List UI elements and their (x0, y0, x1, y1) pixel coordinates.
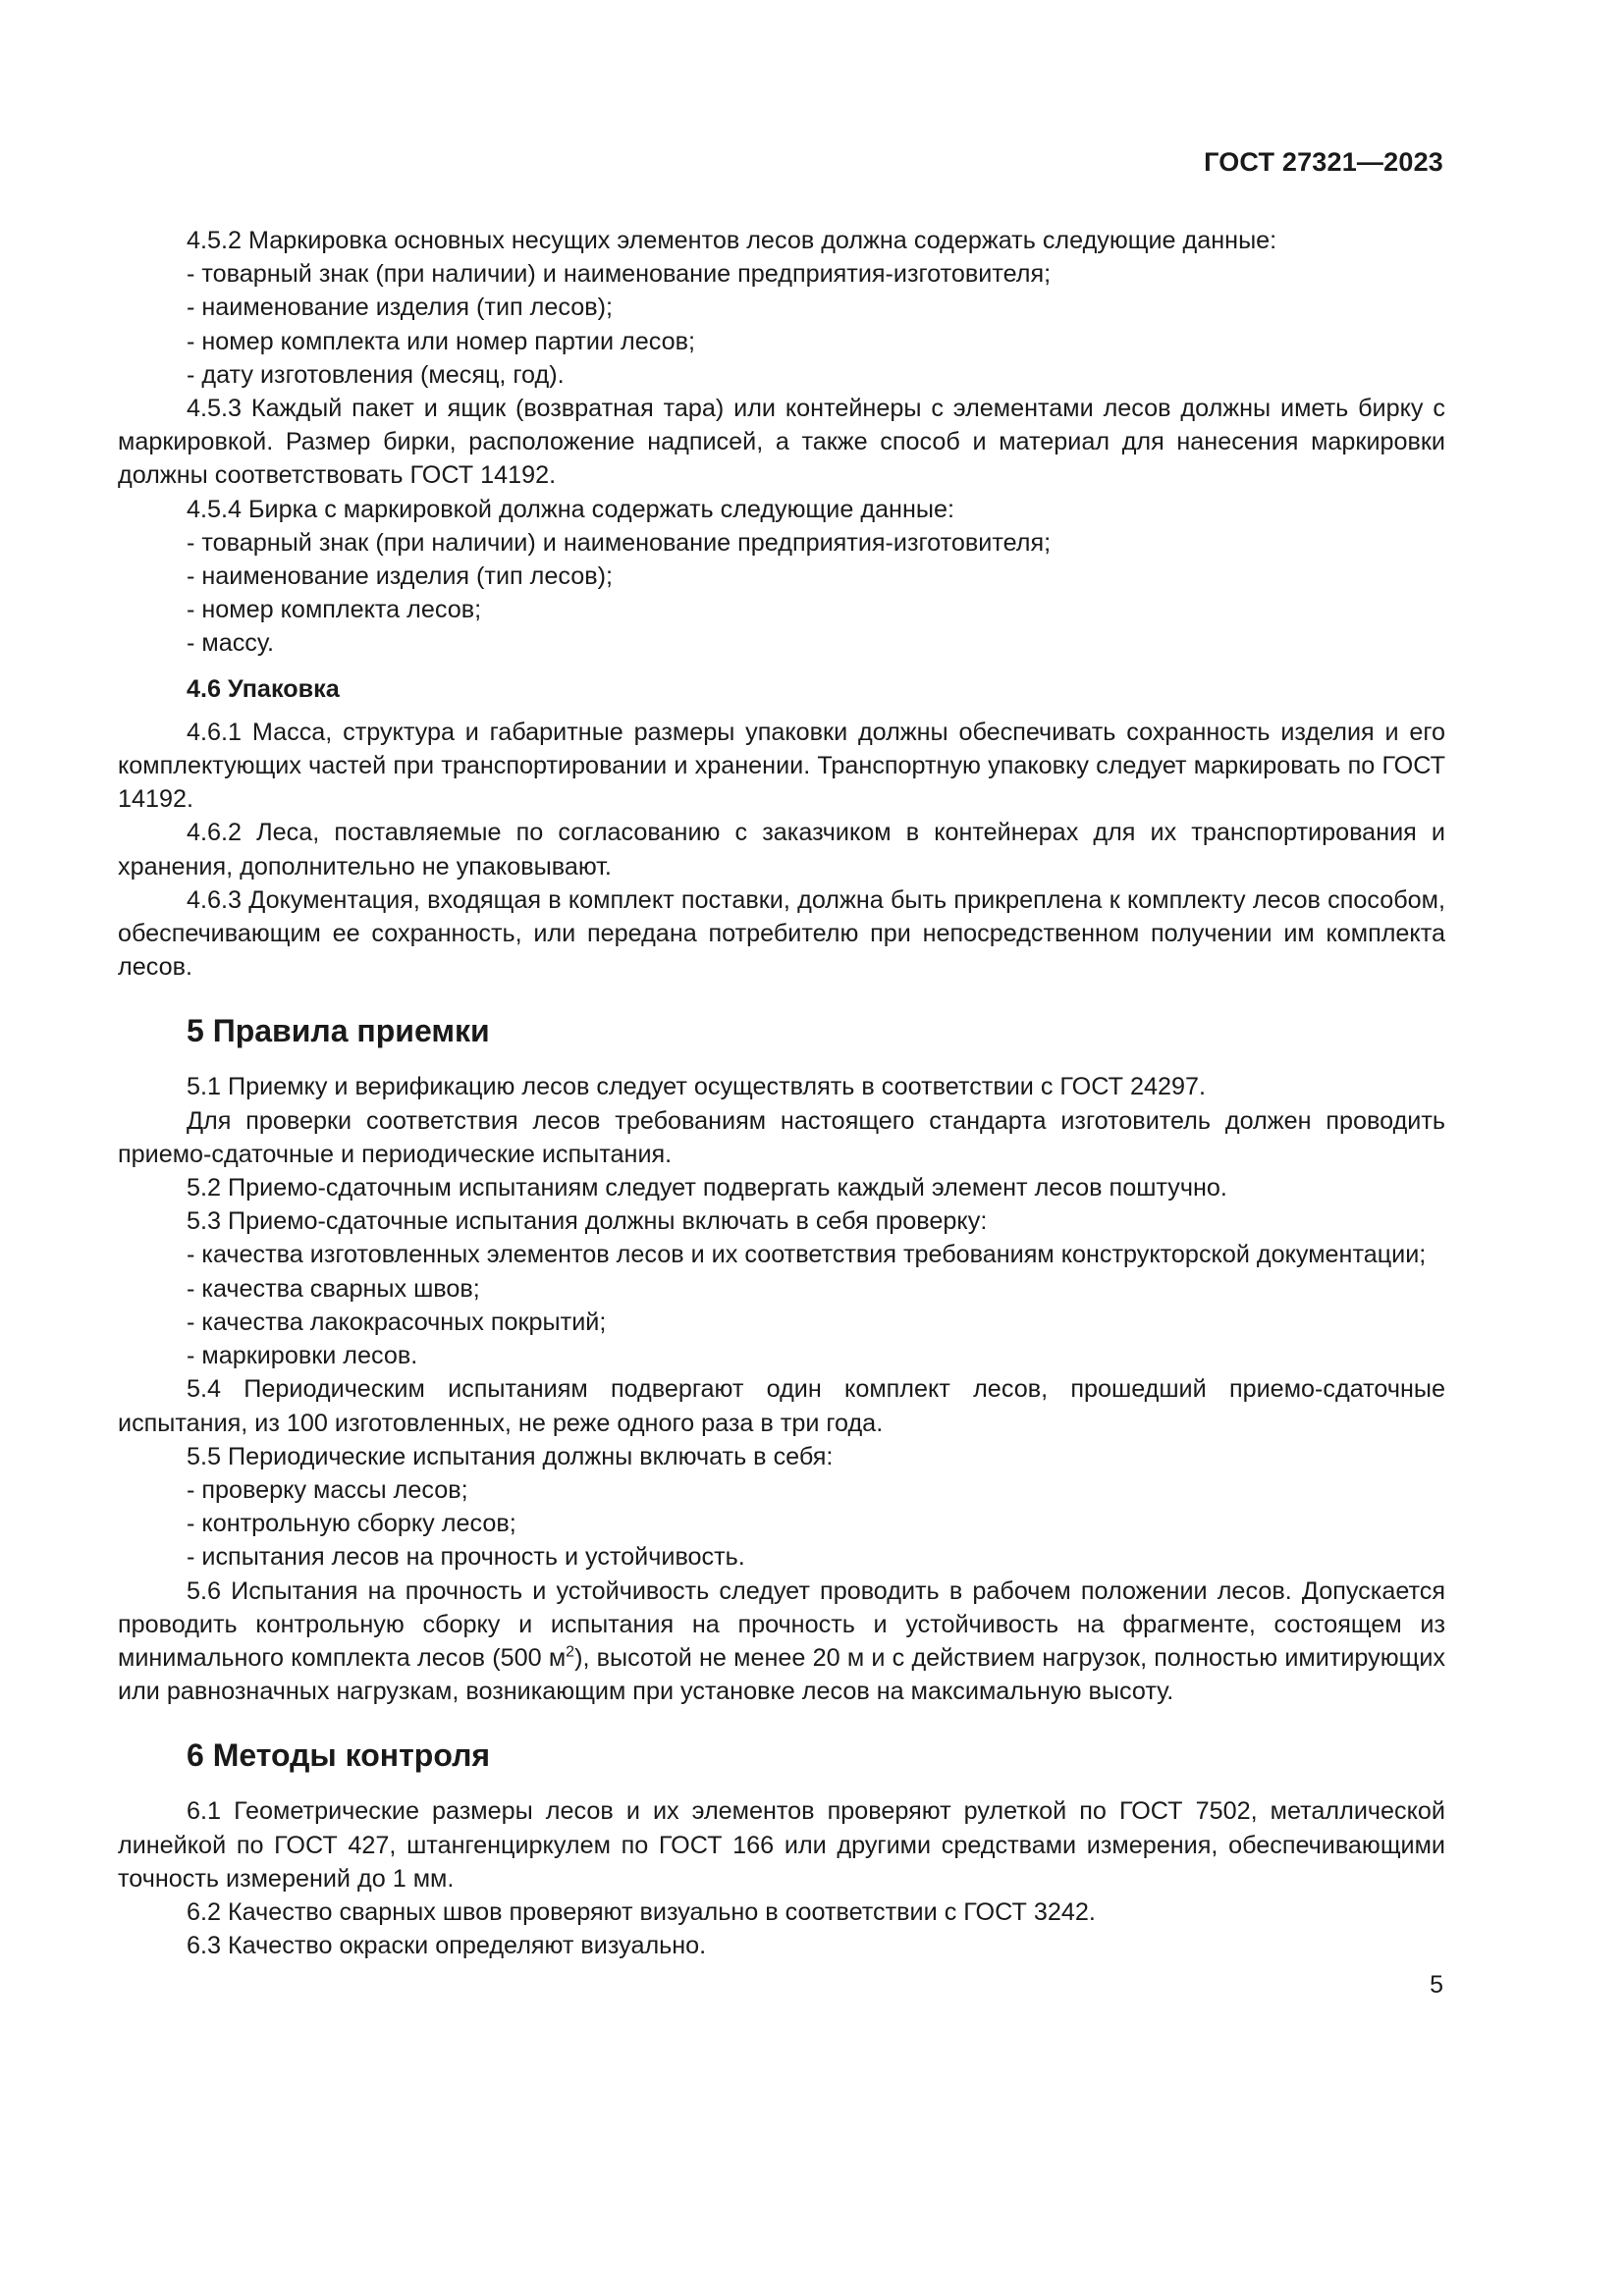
clause-4-5-2: 4.5.2 Маркировка основных несущих элементов лесов должна содержать следующие данные: (187, 227, 1277, 254)
clause-5-1: 5.1 Приемку и верификацию лесов следует осуществлять в соответствии с ГОСТ 24297. (187, 1073, 1207, 1101)
clause-5-4: 5.4 Периодическим испытаниям подвергают один комплект лесов, прошедший приемо-сдаточные испытания, из 100 изготовленных, не реже одного раза в три года. (118, 1375, 1445, 1437)
list-item: - качества лакокрасочных покрытий; (187, 1308, 607, 1336)
superscript: 2 (566, 1643, 575, 1661)
clause-6-1: 6.1 Геометрические размеры лесов и их элементов проверяют рулеткой по ГОСТ 7502, металлической линейкой по ГОСТ 427, штангенциркулем по ГОСТ 166 или другими средствами измерения, обеспечивающими точность измерений до 1 мм. (118, 1797, 1445, 1893)
list-item: - товарный знак (при наличии) и наименование предприятия-изготовителя; (187, 528, 1052, 557)
list-item: - товарный знак (при наличии) и наименование предприятия-изготовителя; (187, 260, 1052, 289)
clause-5-2: 5.2 Приемо-сдаточным испытаниям следует подвергать каждый элемент лесов поштучно. (187, 1174, 1227, 1202)
clause-4-6-1: 4.6.1 Масса, структура и габаритные размеры упаковки должны обеспечивать сохранность изделия и его комплектующих частей при транспортировании и хранении. Транспортную упаковку следует маркировать по ГОСТ 14192. (118, 718, 1445, 814)
section-heading-5: 5 Правила приемки (187, 1013, 490, 1049)
clause-6-3: 6.3 Качество окраски определяют визуально. (187, 1932, 707, 1960)
clause-5-3: 5.3 Приемо-сдаточные испытания должны включать в себя проверку: (187, 1207, 988, 1236)
section-heading-6: 6 Методы контроля (187, 1737, 491, 1774)
clause-5-6-text-start: 5.6 Испытания на прочность и устойчивость следует проводить в рабочем положении лесов. Допускается проводить контрольную сборку и испытания на прочность и устойчивость на фрагменте, состоящем из минимального комплекта лесов (500 м (118, 1576, 1445, 1672)
clause-6-2: 6.2 Качество сварных швов проверяют визуально в соответствии с ГОСТ 3242. (187, 1897, 1096, 1926)
document-body (118, 224, 1445, 1962)
clause-4-6-2: 4.6.2 Леса, поставляемые по согласованию с заказчиком в контейнерах для их транспортирования и хранения, дополнительно не упаковывают. (118, 819, 1445, 881)
list-item: - испытания лесов на прочность и устойчивость. (187, 1543, 745, 1572)
clause-5-5: 5.5 Периодические испытания должны включать в себя: (187, 1442, 834, 1470)
clause-4-6-3: 4.6.3 Документация, входящая в комплект поставки, должна быть прикреплена к комплекту лесов способом, обеспечивающим ее сохранность, или передана потребителю при непосредственном получении им комплекта лесов. (118, 885, 1445, 982)
list-item: - дату изготовления (месяц, год). (187, 360, 565, 389)
clause-4-5-3: 4.5.3 Каждый пакет и ящик (возвратная тара) или контейнеры с элементами лесов должны иметь бирку с маркировкой. Размер бирки, расположение надписей, а также способ и материал для нанесения маркировки должны соответствовать ГОСТ 14192. (118, 395, 1445, 490)
list-item: - качества изготовленных элементов лесов и их соответствия требованиям конструкторской документации; (187, 1241, 1427, 1269)
list-item: - маркировки лесов. (187, 1342, 418, 1370)
clause-4-5-4: 4.5.4 Бирка с маркировкой должна содержать следующие данные: (187, 495, 954, 523)
list-item: - номер комплекта лесов; (187, 596, 482, 624)
list-item: - наименование изделия (тип лесов); (187, 294, 614, 322)
page-number: 5 (1430, 1971, 1443, 1999)
clause-5-6-text-end: ), высотой не менее 20 м и с действием нагрузок, полностью имитирующих или равнозначных нагрузкам, возникающим при установке лесов на максимальную высоту. (118, 1643, 1445, 1706)
list-item: - проверку массы лесов; (187, 1475, 468, 1504)
list-item: - массу. (187, 629, 274, 658)
list-item: - номер комплекта или номер партии лесов; (187, 327, 695, 355)
subsection-heading-4-6: 4.6 Упаковка (187, 674, 340, 703)
list-item: - контрольную сборку лесов; (187, 1510, 516, 1538)
list-item: - наименование изделия (тип лесов); (187, 562, 614, 591)
clause-5-6 (118, 1575, 1445, 1709)
clause-5-1-continued: Для проверки соответствия лесов требованиям настоящего стандарта изготовитель должен проводить приемо-сдаточные и периодические испытания. (118, 1106, 1445, 1168)
document-code-header: ГОСТ 27321—2023 (1204, 147, 1443, 177)
list-item: - качества сварных швов; (187, 1274, 480, 1303)
